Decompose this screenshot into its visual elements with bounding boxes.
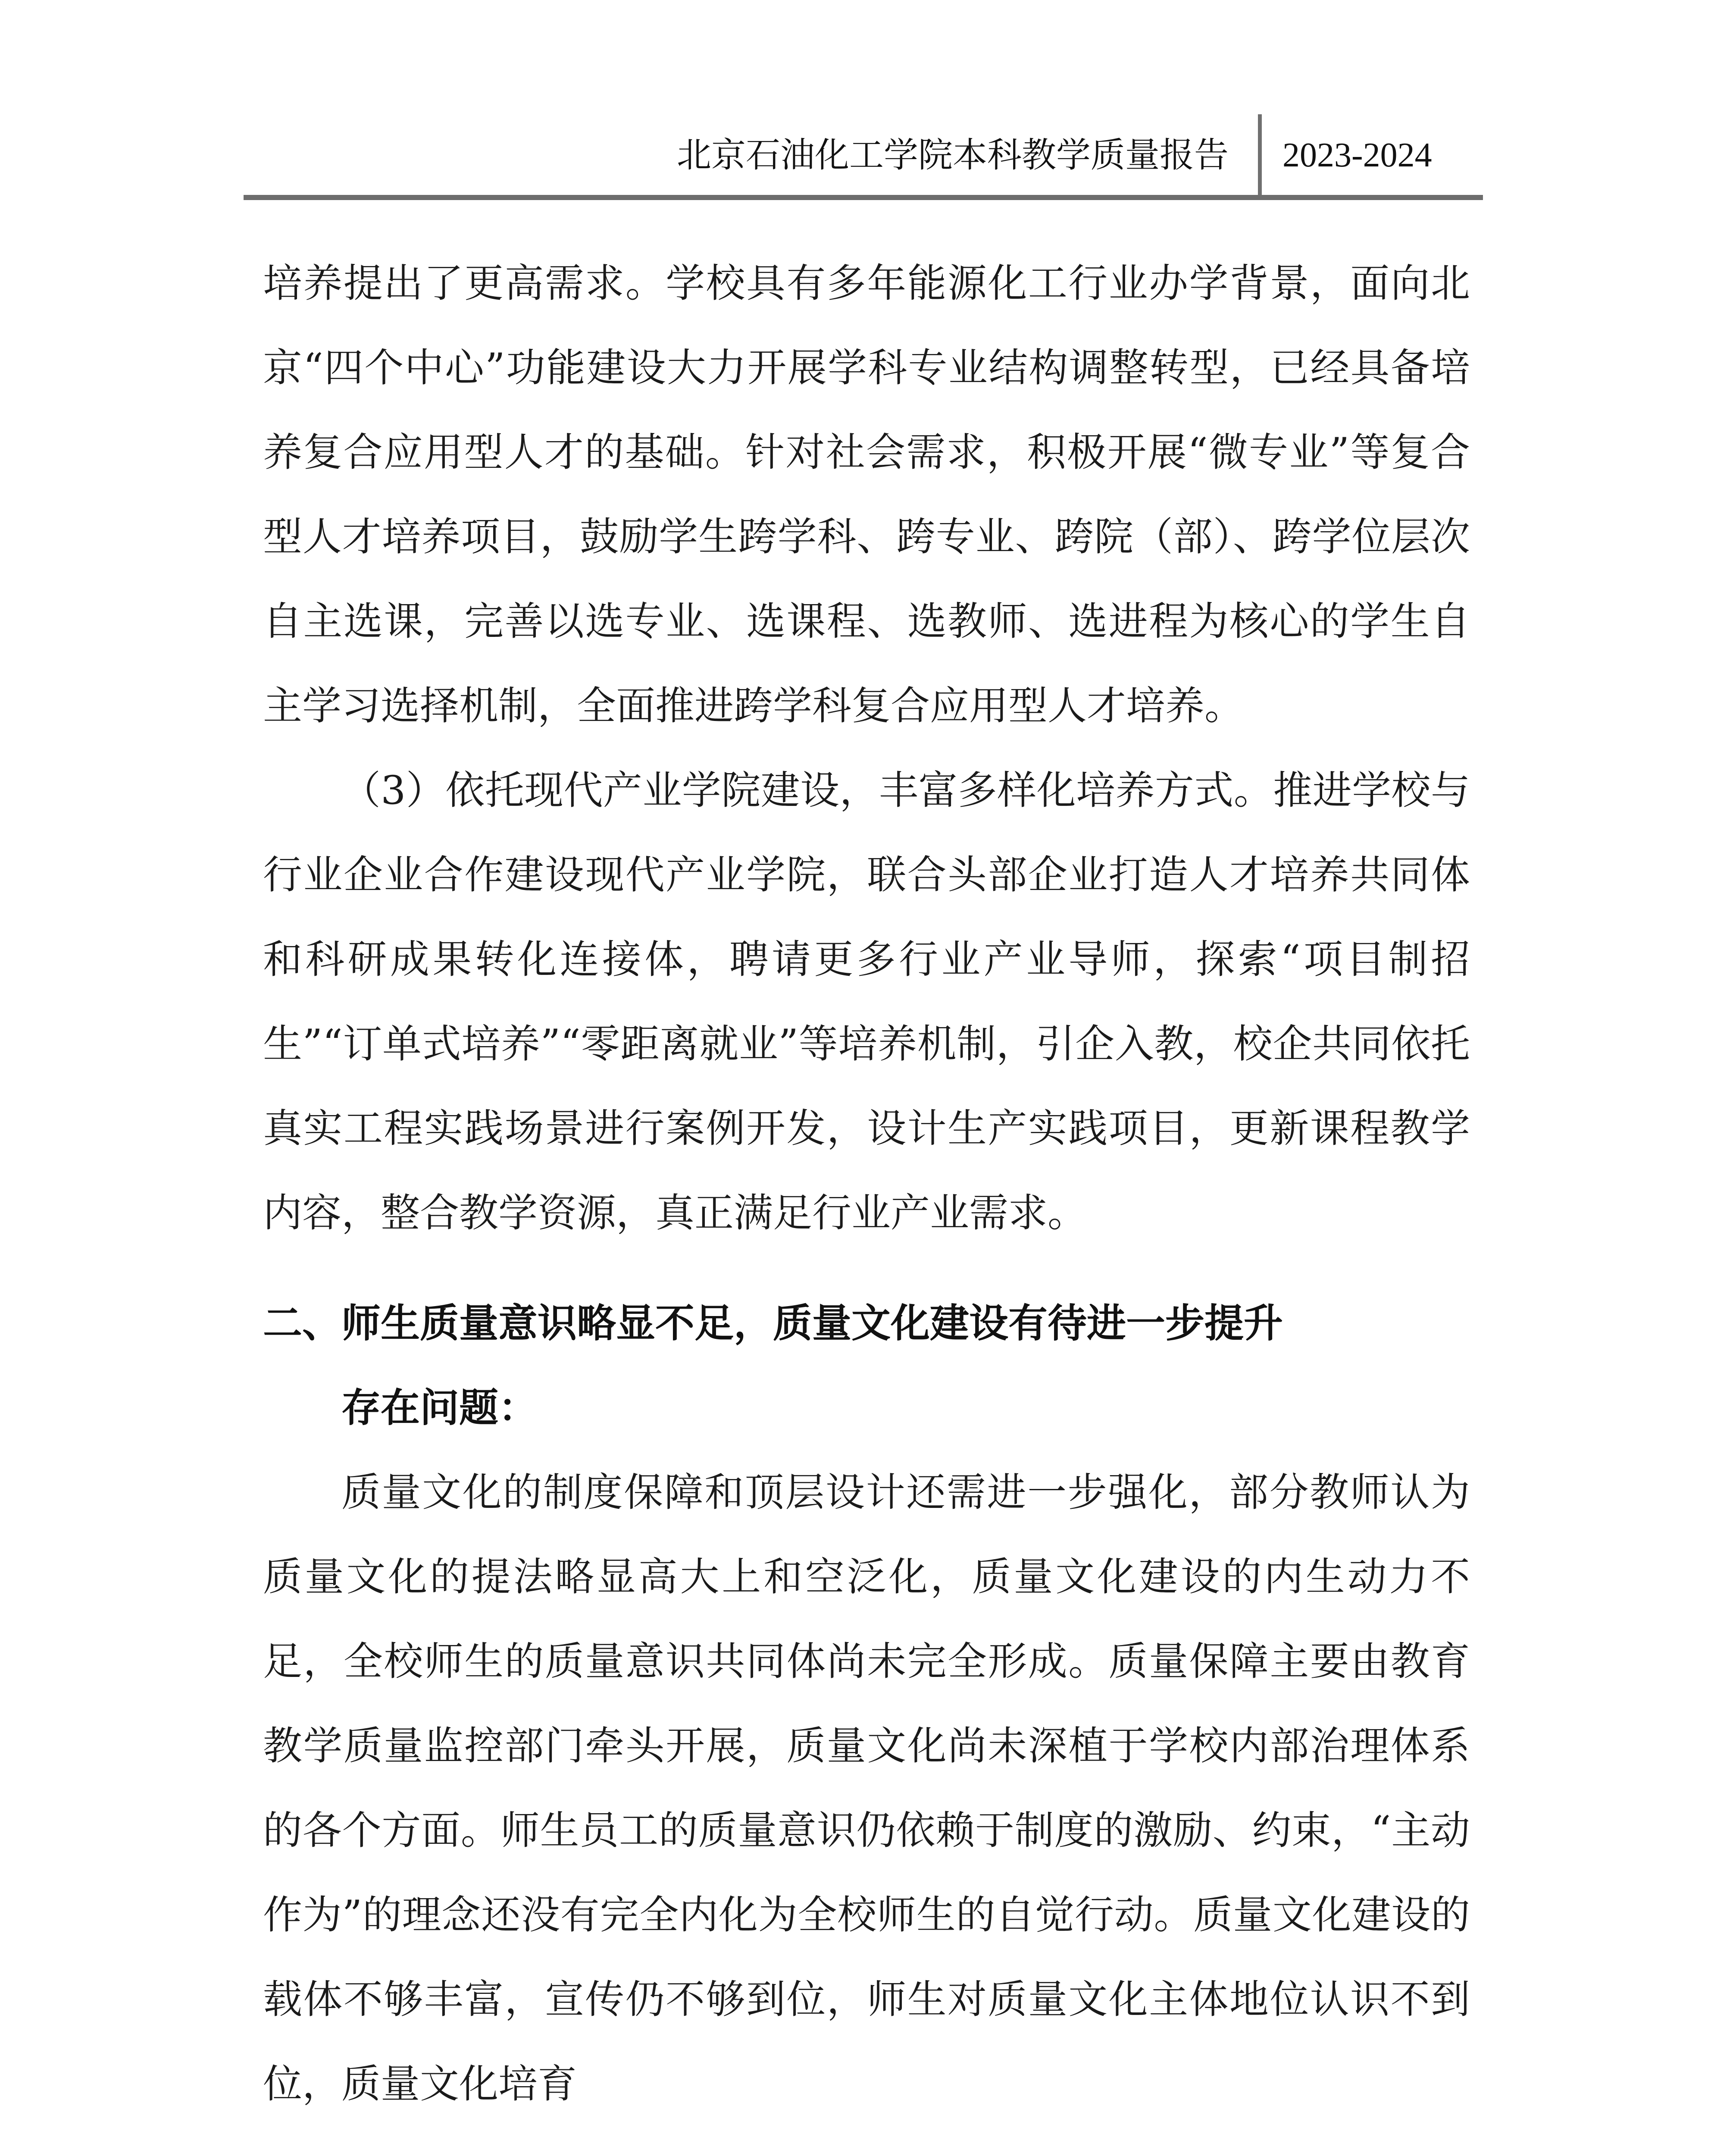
header-divider	[1258, 114, 1262, 198]
report-title: 北京石油化工学院本科教学质量报告	[677, 135, 1229, 175]
paragraph-quality-culture: 质量文化的制度保障和顶层设计还需进一步强化，部分教师认为质量文化的提法略显高大上和空泛化，质量文化建设的内生动力不足，全校师生的质量意识共同体尚未完全形成。质量保障主要由教育教学质量监控部门牵头开展，质量文化尚未深植于学校内部治理体系的各个方面。师生员工的质量意识仍依赖于制度的激励、约束，“主动作为”的理念还没有完全内化为全校师生的自觉行动。质量文化建设的载体不够丰富，宣传仍不够到位，师生对质量文化主体地位认识不到位，质量文化培育	[263, 1470, 1470, 2107]
report-year: 2023-2024	[1282, 136, 1432, 174]
page-header	[0, 0, 1711, 207]
section-heading: 二、师生质量意识略显不足，质量文化建设有待进一步提升	[263, 1301, 1283, 1346]
document-body	[263, 241, 1470, 2127]
header-rule	[244, 195, 1483, 200]
paragraph-continuation: 培养提出了更高需求。学校具有多年能源化工行业办学背景，面向北京“四个中心”功能建设大力开展学科专业结构调整转型，已经具备培养复合应用型人才的基础。针对社会需求，积极开展“微专业”等复合型人才培养项目，鼓励学生跨学科、跨专业、跨院（部）、跨学位层次自主选课，完善以选专业、选课程、选教师、选进程为核心的学生自主学习选择机制，全面推进跨学科复合应用型人才培养。	[263, 261, 1470, 729]
issue-subheading: 存在问题：	[341, 1385, 538, 1431]
paragraph-industry-college: （3）依托现代产业学院建设，丰富多样化培养方式。推进学校与行业企业合作建设现代产业学院，联合头部企业打造人才培养共同体和科研成果转化连接体，聘请更多行业产业导师，探索“项目制招生”“订单式培养”“零距离就业”等培养机制，引企入教，校企共同依托真实工程实践场景进行案例开发，设计生产实践项目，更新课程教学内容，整合教学资源，真正满足行业产业需求。	[263, 768, 1470, 1236]
